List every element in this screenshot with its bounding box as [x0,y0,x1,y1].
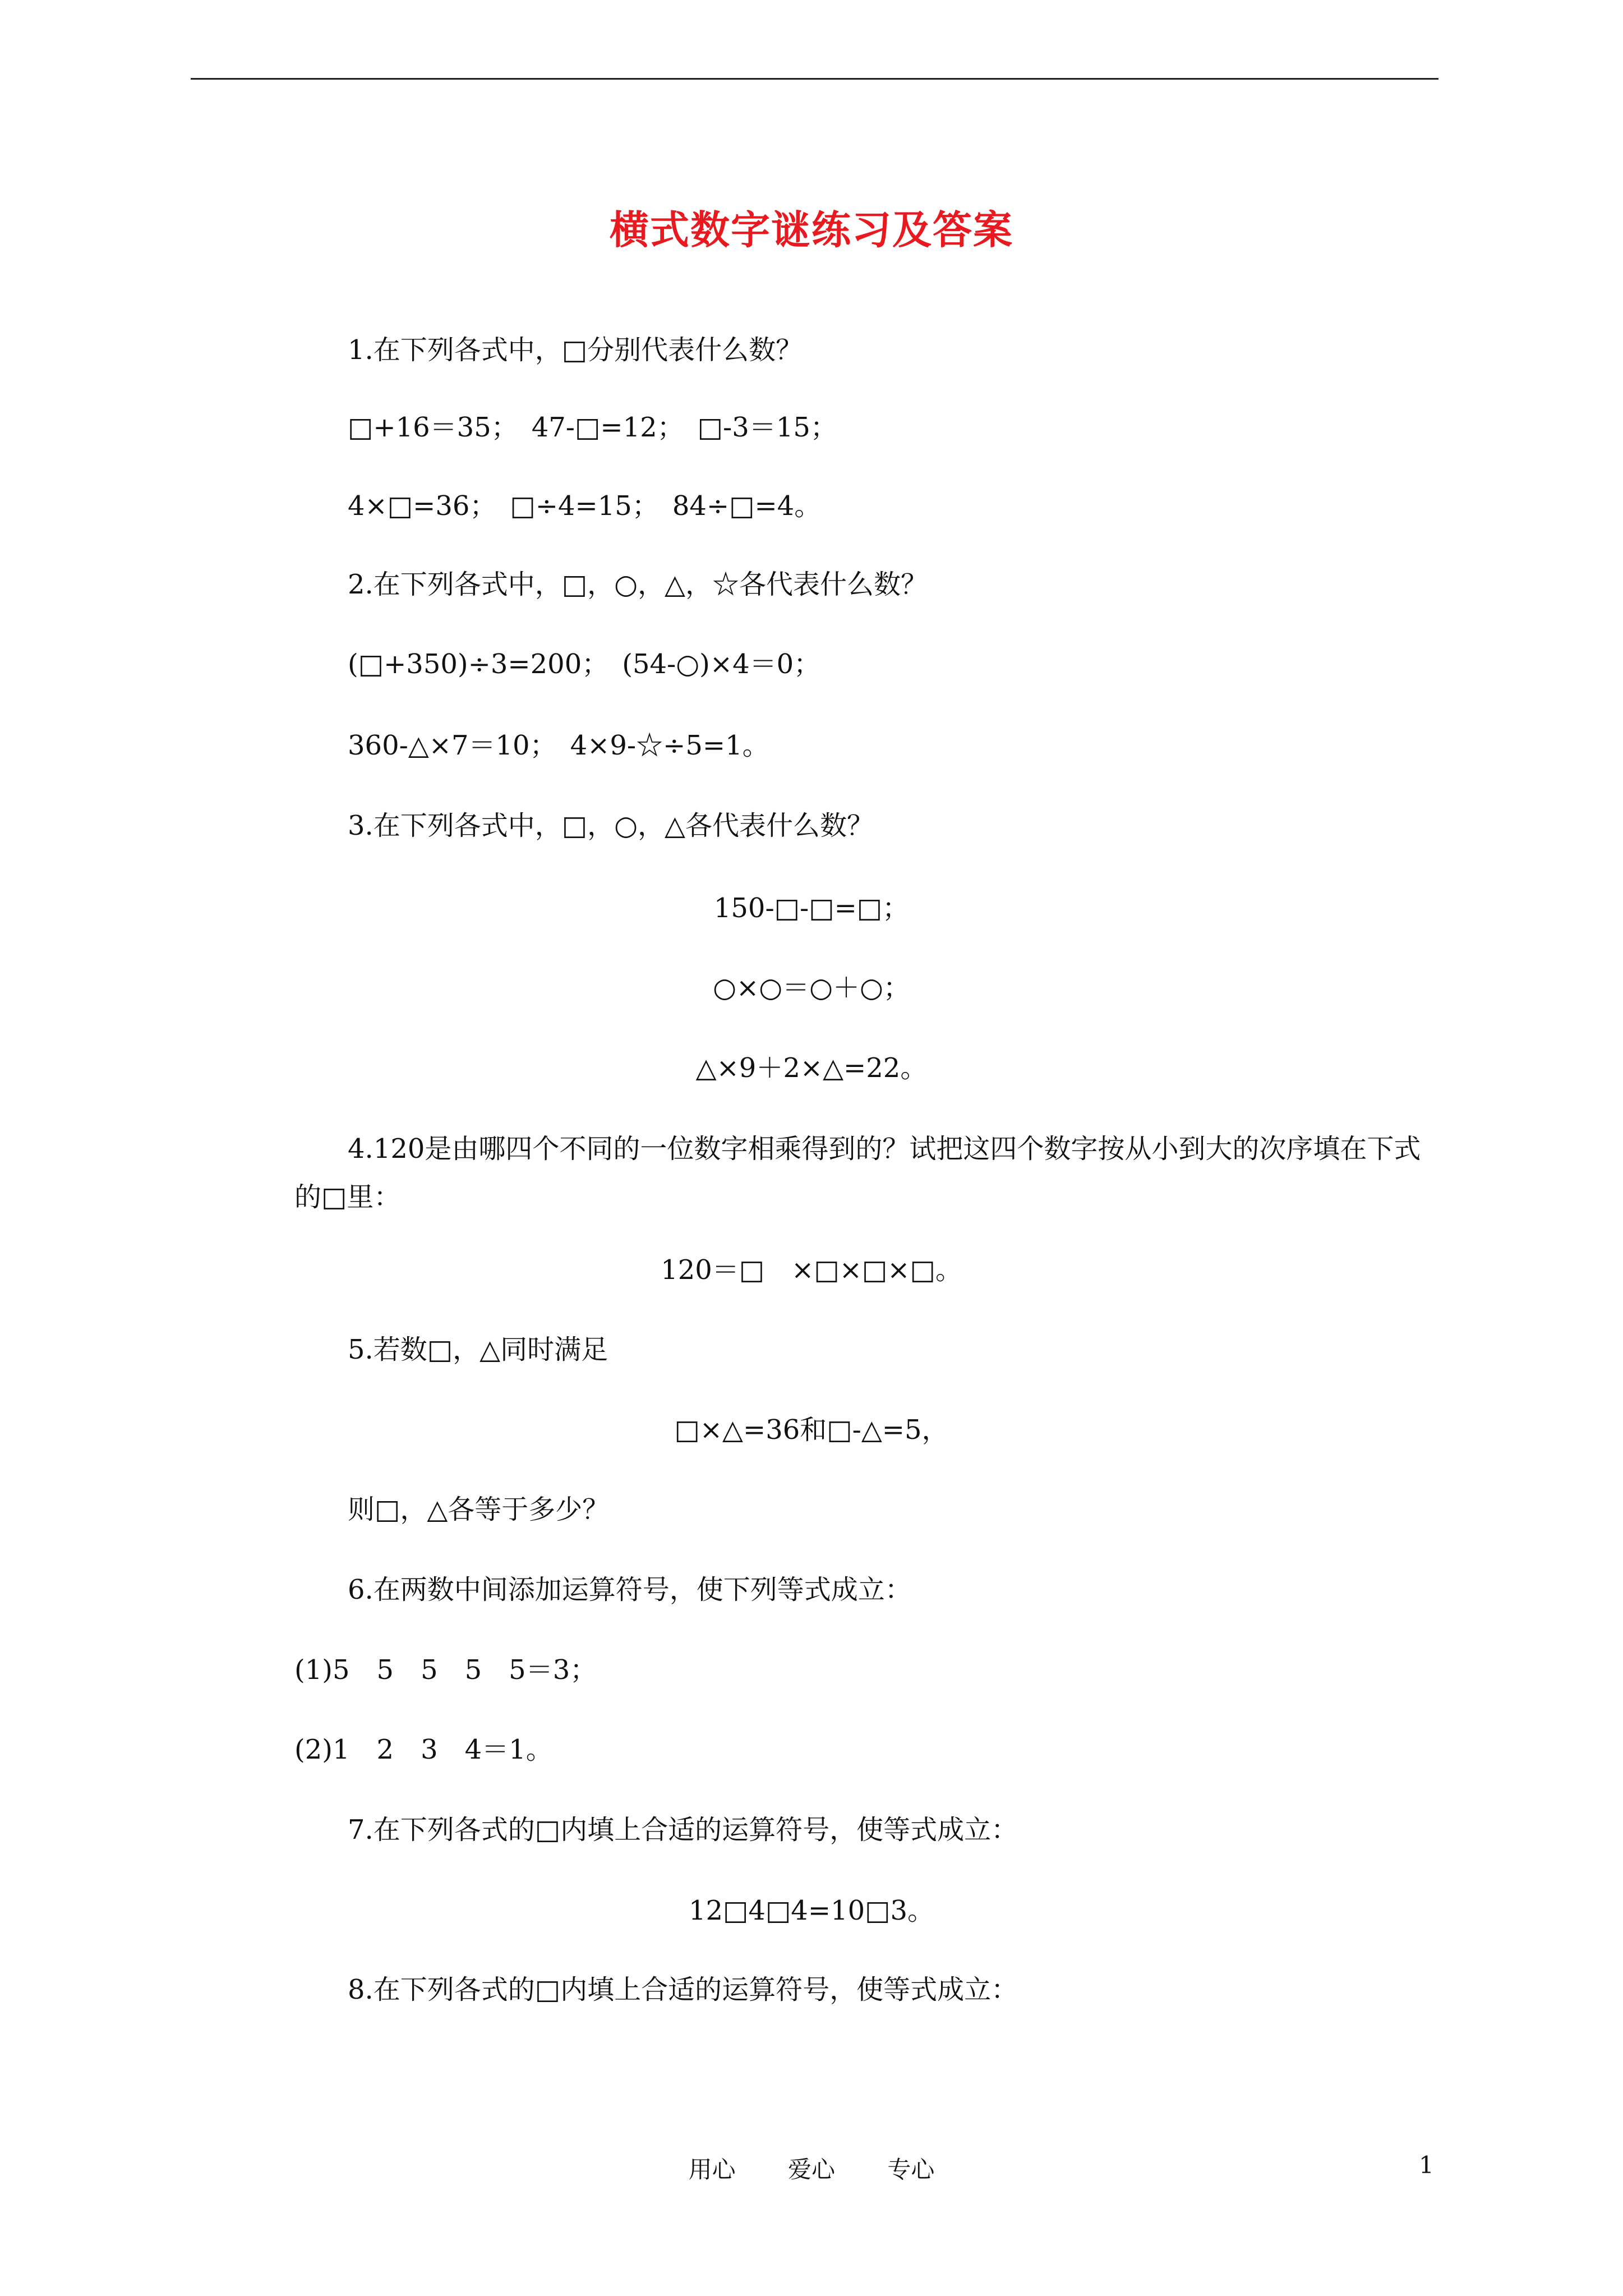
page-title: 横式数字谜练习及答案 [610,206,1013,253]
question-3-equation-b: ○×○＝○＋○； [713,972,910,1004]
question-2-equations-a: (□+350)÷3=200； (54-○)×4＝0； [348,648,821,680]
question-5: 5.若数□，△同时满足 [348,1334,608,1365]
question-1: 1.在下列各式中，□分别代表什么数？ [348,334,803,366]
question-6-part-2: (2)1 2 3 4＝1。 [294,1734,553,1765]
question-1-equations-b: 4×□=36； □÷4=15； 84÷□=4。 [348,490,822,522]
question-4: 4.120是由哪四个不同的一位数字相乘得到的？试把这四个数字按从小到大的次序填在下式的□里： [294,1133,1421,1213]
question-5-followup: 则□，△各等于多少？ [348,1494,610,1525]
question-7-equation: 12□4□4=10□3。 [688,1895,935,1926]
question-3: 3.在下列各式中，□，○，△各代表什么数？ [348,810,874,841]
footer-motto-word: 专心 [887,2156,935,2183]
footer-motto-word: 用心 [688,2156,736,2183]
question-4-equation: 120＝□ ×□×□×□。 [661,1254,962,1286]
footer-motto [0,2151,1623,2185]
question-8: 8.在下列各式的□内填上合适的运算符号，使等式成立： [348,1974,1018,2005]
question-3-equation-a: 150-□-□=□； [713,892,910,924]
question-2: 2.在下列各式中，□，○，△，☆各代表什么数？ [348,569,928,600]
footer-motto-word: 爱心 [787,2156,835,2183]
question-2-equations-b: 360-△×7＝10； 4×9-☆÷5=1。 [348,730,769,761]
question-6: 6.在两数中间添加运算符号，使下列等式成立： [348,1574,912,1605]
page-number: 1 [1419,2151,1434,2179]
question-1-equations-a: □+16＝35； 47-□=12； □-3＝15； [348,412,837,443]
question-7: 7.在下列各式的□内填上合适的运算符号，使等式成立： [348,1814,1018,1846]
header-rule [191,78,1438,80]
question-3-equation-c: △×9＋2×△=22。 [695,1052,928,1084]
question-6-part-1: (1)5 5 5 5 5＝3； [294,1654,597,1686]
question-5-equation: □×△=36和□-△=5， [674,1414,949,1446]
page-footer [0,2151,1623,2185]
